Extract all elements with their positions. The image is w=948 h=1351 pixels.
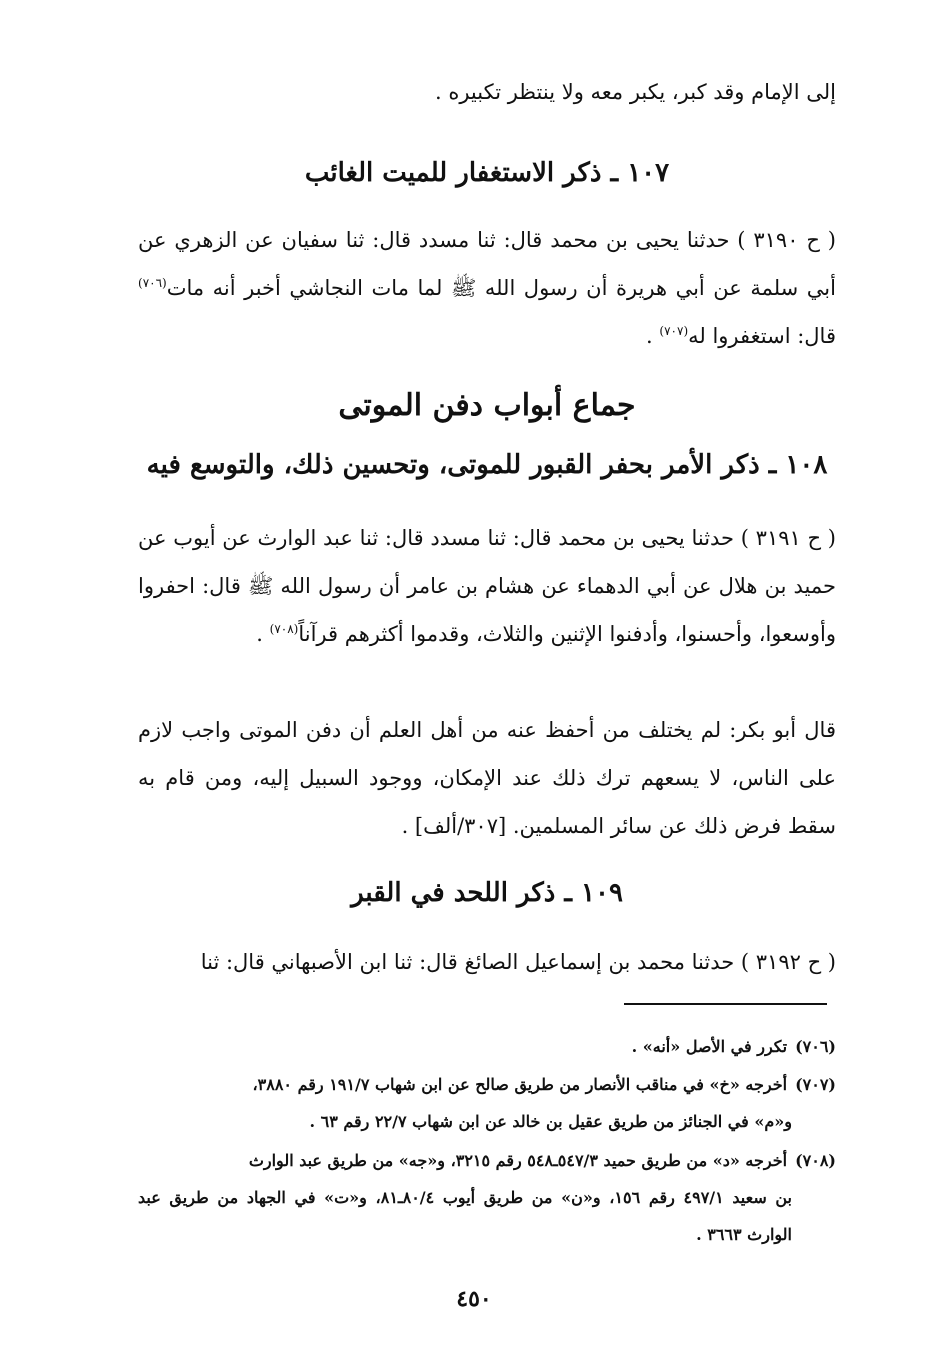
top-continuation-line: إلى الإمام وقد كبر، يكبر معه ولا ينتظر تكبيره .: [434, 80, 836, 104]
footnote-separator: [624, 1003, 827, 1005]
abu-bakr-paragraph: قال أبو بكر: لم يختلف من أحفظ عنه من أهل العلم أن دفن الموتى واجب لازم على الناس، لا يسعهم ترك ذلك عند الإمكان، ووجود السبيل إليه، ومن قام به سقط فرض ذلك عن سائر المسلمين. [٣٠٧/ألف] .: [138, 718, 836, 838]
section-109-heading: ١٠٩ ـ ذكر اللحد في القبر: [351, 878, 623, 908]
section-107-text-c: .: [646, 324, 660, 348]
footnote-continuation: و«م» في الجنائز من طريق عقيل بن خالد عن ابن شهاب ٢٢/٧ رقم ٦٣ .: [309, 1112, 792, 1131]
page-number: ٤٥٠: [456, 1286, 492, 1312]
footnote-text: أخرجه «خ» في مناقب الأنصار من طريق صالح عن ابن شهاب ١٩١/٧ رقم ٣٨٨٠،: [252, 1075, 788, 1094]
section-107-text-b: قال: استغفروا له: [688, 324, 836, 348]
footnote-ref-708[interactable]: (٧٠٨): [269, 622, 299, 636]
footnote-text: تكرر في الأصل «أنه» .: [631, 1037, 788, 1056]
footnote-ref-706[interactable]: (٧٠٦): [138, 276, 167, 290]
footnote-ref-707[interactable]: (٧٠٧): [659, 324, 689, 338]
footnote-number: (٧٠٨): [795, 1151, 836, 1170]
section-109-hadith: ( ح ٣١٩٢ ) حدثنا محمد بن إسماعيل الصائغ قال: ثنا ابن الأصبهاني قال: ثنا: [200, 950, 836, 974]
section-108-text-a: ( ح ٣١٩١ ) حدثنا يحيى بن محمد قال: ثنا مسدد قال: ثنا عبد الوارث عن أيوب عن حميد بن هلال عن أبي الدهماء عن هشام بن عامر أن رسول الله ﷺ قال: احفروا وأوسعوا، وأحسنوا، وأدفنوا الإثنين والثلاث، وقدموا أكثرهم قرآناً: [138, 526, 836, 646]
footnote-number: (٧٠٧): [795, 1075, 836, 1094]
section-108-hadith: [138, 514, 836, 658]
footnote-706: [138, 1028, 836, 1065]
footnote-text: أخرجه «د» من طريق حميد ٥٤٧/٣ـ٥٤٨ رقم ٣٢١٥، و«جه» من طريق عبد الوارث: [248, 1151, 788, 1170]
footnote-707: [138, 1066, 836, 1140]
footnote-708: [138, 1142, 836, 1253]
footnote-continuation: بن سعيد ٤٩٧/١ رقم ١٥٦، و«ن» من طريق أيوب ٨٠/٤ـ٨١، و«ت» في الجهاد من طريق عبد الوارث ٣٦٦٣ .: [138, 1188, 793, 1244]
footnote-number: (٧٠٦): [795, 1037, 836, 1056]
section-108-heading: ١٠٨ ـ ذكر الأمر بحفر القبور للموتى، وتحسين ذلك، والتوسع فيه: [146, 450, 828, 480]
section-107-hadith: [138, 216, 836, 360]
section-107-text-a: ( ح ٣١٩٠ ) حدثنا يحيى بن محمد قال: ثنا مسدد قال: ثنا سفيان عن الزهري عن أبي سلمة عن أبي هريرة أن رسول الله ﷺ لما مات النجاشي أخبر أنه مات: [138, 228, 836, 300]
section-108-text-b: .: [256, 622, 270, 646]
chapter-heading: جماع أبواب دفن الموتى: [338, 388, 636, 423]
section-107-heading: ١٠٧ ـ ذكر الاستغفار للميت الغائب: [304, 158, 670, 188]
